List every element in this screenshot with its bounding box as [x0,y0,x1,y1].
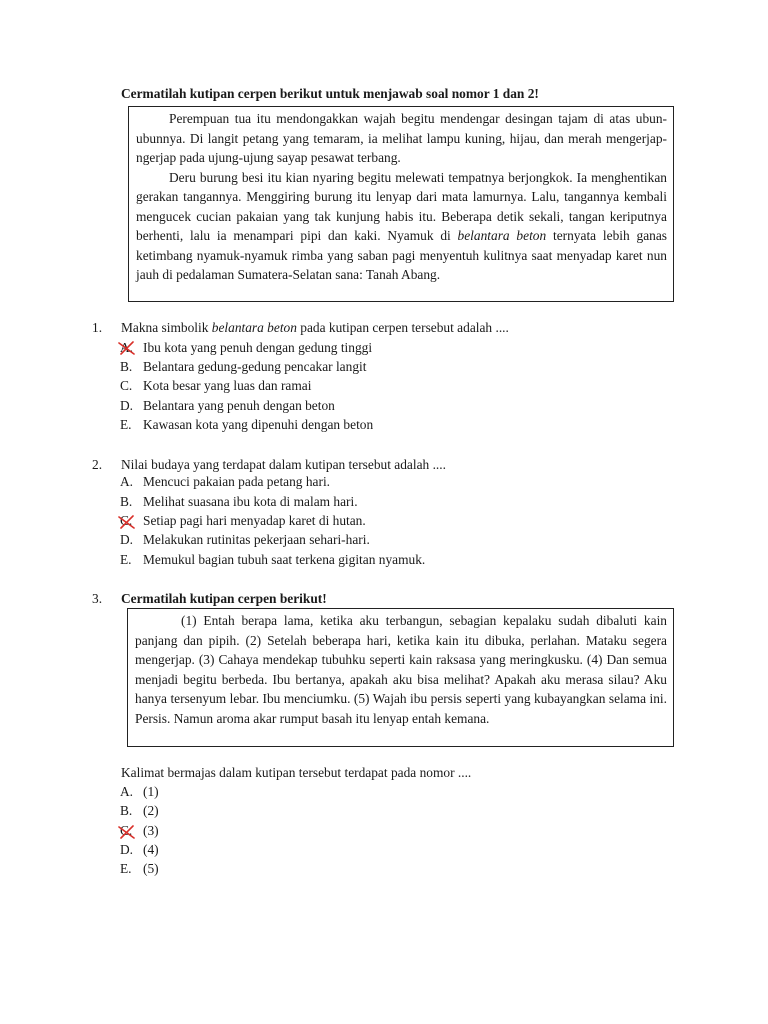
question-3-option-a: A. (1) [120,784,159,799]
question-2-option-b: B. Melihat suasana ibu kota di malam hari. [120,494,358,509]
question-1-option-a: A. Ibu kota yang penuh dengan gedung tinggi [120,340,373,355]
passage1-heading: Cermatilah kutipan cerpen berikut untuk menjawab soal nomor 1 dan 2! [121,86,539,101]
question-2-option-e: E. Memukul bagian tubuh saat terkena gigitan nyamuk. [120,552,426,567]
question-3-option-d: D. (4) [120,842,159,857]
question-3-option-e: E. (5) [120,861,159,876]
passage1-paragraph-1: Perempuan tua itu mendongakkan wajah begitu mendengar desingan tajam di atas ubun-ubunnya. Di langit petang yang temaram, ia melihat lampu kuning, hijau, dan merah mengerjap-ngerjap pada ujung-ujung sayap pesawat terbang. [136,111,667,165]
question-3-number: 3. [92,591,103,606]
question-1 [0,320,768,340]
question-3-text-row [0,765,768,785]
question-3-option-b: B. (2) [120,803,159,818]
question-2-number: 2. [92,457,103,472]
question-3-heading: Cermatilah kutipan cerpen berikut! [121,591,327,606]
passage1-box [128,106,674,302]
question-3-text: Kalimat bermajas dalam kutipan tersebut terdapat pada nomor .... [121,765,472,780]
question-1-option-e: E. Kawasan kota yang dipenuhi dengan beton [120,417,374,432]
question-3-option-c: C. (3) [120,823,159,838]
question-1-number: 1. [92,320,103,335]
passage2-paragraph: (1) Entah berapa lama, ketika aku terbangun, sebagian kepalaku sudah dibaluti kain panjang dan pipih. (2) Setelah beberapa hari, ketika kain itu dibuka, perlahan. Mataku segera mengerjap. (3) Cahaya mendekap tubuhku seperti kain raksasa yang meringkusku. (4) Dan semua menjadi begitu berbeda. Ibu bertanya, apakah aku bisa melihat? Apakah aku merasa silau? Aku hanya tersenyum lebar. Ibu menciumku. (5) Wajah ibu persis seperti yang kubayangkan selama ini. Persis. Namun aroma akar rumput basah itu lenyap entah kemana. [135,613,667,726]
passage1-paragraph-2: Deru burung besi itu kian nyaring begitu melewati tempatnya berjongkok. Ia menghentikan gerakan tangannya. Menggiring burung itu lenyap dari mata lamurnya. Lalu, tangannya kembali mengucek cucian pakaian yang tak kunjung habis itu. Beberapa detik sekali, tangan keriputnya berhenti, lalu ia menampari pipi dan kaki. Nyamuk di belantara beton ternyata lebih ganas ketimbang nyamuk-nyamuk rimba yang saban pagi menyentuh kulitnya saat menyadap karet nun jauh di pedalaman Sumatera-Selatan sana: Tanah Abang. [136,169,667,282]
question-2-option-a: A. Mencuci pakaian pada petang hari. [120,474,331,489]
question-2-option-c: C. Setiap pagi hari menyadap karet di hutan. [120,513,366,528]
question-2-text: Nilai budaya yang terdapat dalam kutipan tersebut adalah .... [121,457,446,472]
passage1-italic-phrase: belantara beton [457,228,547,243]
question-1-option-d: D. Belantara yang penuh dengan beton [120,398,335,413]
question-1-text: Makna simbolik belantara beton pada kutipan cerpen tersebut adalah .... [121,320,509,335]
passage2-box [127,608,674,747]
question-1-option-c: C. Kota besar yang luas dan ramai [120,378,312,393]
question-2-option-d: D. Melakukan rutinitas pekerjaan sehari-hari. [120,532,370,547]
question-1-option-b: B. Belantara gedung-gedung pencakar langit [120,359,367,374]
